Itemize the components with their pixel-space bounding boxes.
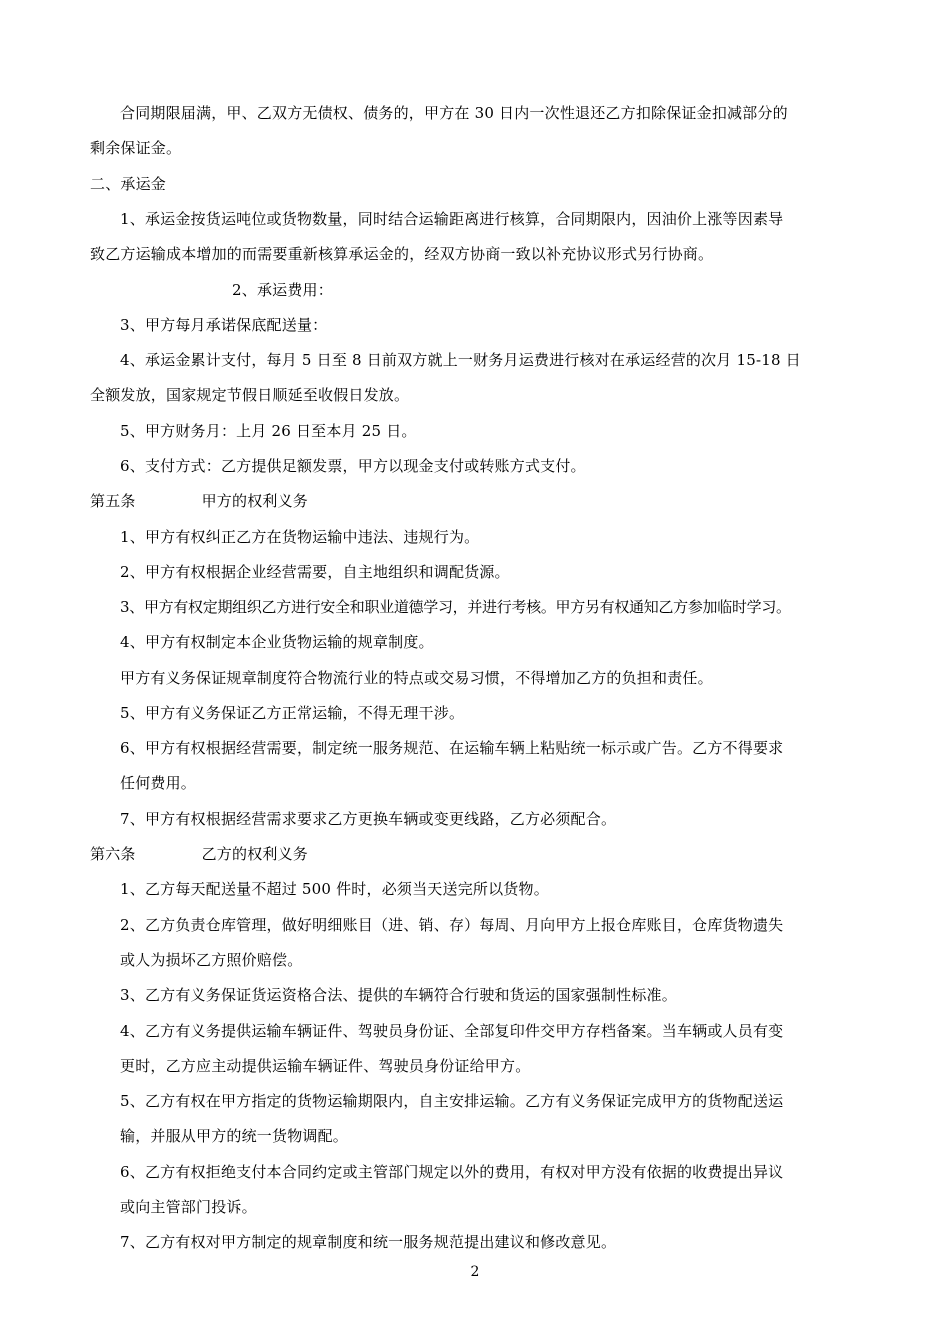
paragraph-line: 2、甲方有权根据企业经营需要，自主地组织和调配货源。 — [120, 563, 510, 581]
page-number: 2 — [470, 1264, 480, 1280]
paragraph-line: 6、支付方式：乙方提供足额发票，甲方以现金支付或转账方式支付。 — [120, 457, 586, 475]
paragraph-line: 7、乙方有权对甲方制定的规章制度和统一服务规范提出建议和修改意见。 — [120, 1233, 617, 1251]
paragraph-line: 合同期限届满，甲、乙双方无债权、债务的，甲方在 30 日内一次性退还乙方扣除保证金扣减部分的 — [120, 104, 788, 122]
paragraph-line: 5、乙方有权在甲方指定的货物运输期限内，自主安排运输。乙方有义务保证完成甲方的货物配送运 — [120, 1092, 784, 1110]
paragraph-line: 4、甲方有权制定本企业货物运输的规章制度。 — [120, 633, 434, 651]
paragraph-line: 输，并服从甲方的统一货物调配。 — [120, 1127, 349, 1145]
article-title: 乙方的权利义务 — [201, 845, 309, 863]
paragraph-line: 全额发放，国家规定节假日顺延至收假日发放。 — [90, 386, 410, 404]
paragraph-line: 6、甲方有权根据经营需要，制定统一服务规范、在运输车辆上粘贴统一标示或广告。乙方不得要求 — [120, 739, 784, 757]
paragraph-line: 2、乙方负责仓库管理，做好明细账目（进、销、存）每周、月向甲方上报仓库账目，仓库货物遗失 — [120, 916, 784, 934]
paragraph-line: 剩余保证金。 — [90, 139, 182, 157]
paragraph-line: 3、甲方有权定期组织乙方进行安全和职业道德学习，并进行考核。甲方另有权通知乙方参加临时学习。 — [120, 598, 791, 616]
paragraph-line: 3、乙方有义务保证货运资格合法、提供的车辆符合行驶和货运的国家强制性标准。 — [120, 986, 677, 1004]
article-number: 第六条 — [90, 845, 136, 863]
paragraph-line: 更时，乙方应主动提供运输车辆证件、驾驶员身份证给甲方。 — [120, 1057, 531, 1075]
paragraph-line: 4、乙方有义务提供运输车辆证件、驾驶员身份证、全部复印件交甲方存档备案。当车辆或人员有变 — [120, 1022, 784, 1040]
paragraph-line: 5、甲方有义务保证乙方正常运输，不得无理干涉。 — [120, 704, 465, 722]
paragraph-line: 5、甲方财务月：上月 26 日至本月 25 日。 — [120, 422, 417, 440]
paragraph-line: 或向主管部门投诉。 — [120, 1198, 257, 1216]
paragraph-line: 4、承运金累计支付，每月 5 日至 8 日前双方就上一财务月运费进行核对在承运经营的次月 15-18 日 — [120, 351, 801, 369]
paragraph-line: 6、乙方有权拒绝支付本合同约定或主管部门规定以外的费用，有权对甲方没有依据的收费提出异议 — [120, 1163, 784, 1181]
article-title: 甲方的权利义务 — [201, 492, 309, 510]
article-number: 第五条 — [90, 492, 136, 510]
paragraph-line: 7、甲方有权根据经营需求要求乙方更换车辆或变更线路，乙方必须配合。 — [120, 810, 617, 828]
paragraph-line: 或人为损坏乙方照价赔偿。 — [120, 951, 303, 969]
paragraph-line: 2、承运费用： — [232, 281, 333, 299]
paragraph-line: 1、乙方每天配送量不超过 500 件时，必须当天送完所以货物。 — [120, 880, 549, 898]
article-heading-fifth — [90, 491, 308, 511]
article-heading-sixth — [90, 844, 308, 864]
paragraph-line: 1、甲方有权纠正乙方在货物运输中违法、违规行为。 — [120, 528, 480, 546]
paragraph-line: 1、承运金按货运吨位或货物数量，同时结合运输距离进行核算，合同期限内，因油价上涨等因素导 — [120, 210, 784, 228]
paragraph-line: 3、甲方每月承诺保底配送量： — [120, 316, 328, 334]
section-heading: 二、承运金 — [90, 175, 167, 193]
paragraph-line: 任何费用。 — [120, 774, 197, 792]
paragraph-line: 致乙方运输成本增加的而需要重新核算承运金的，经双方协商一致以补充协议形式另行协商。 — [90, 245, 714, 263]
paragraph-line: 甲方有义务保证规章制度符合物流行业的特点或交易习惯，不得增加乙方的负担和责任。 — [120, 669, 713, 687]
